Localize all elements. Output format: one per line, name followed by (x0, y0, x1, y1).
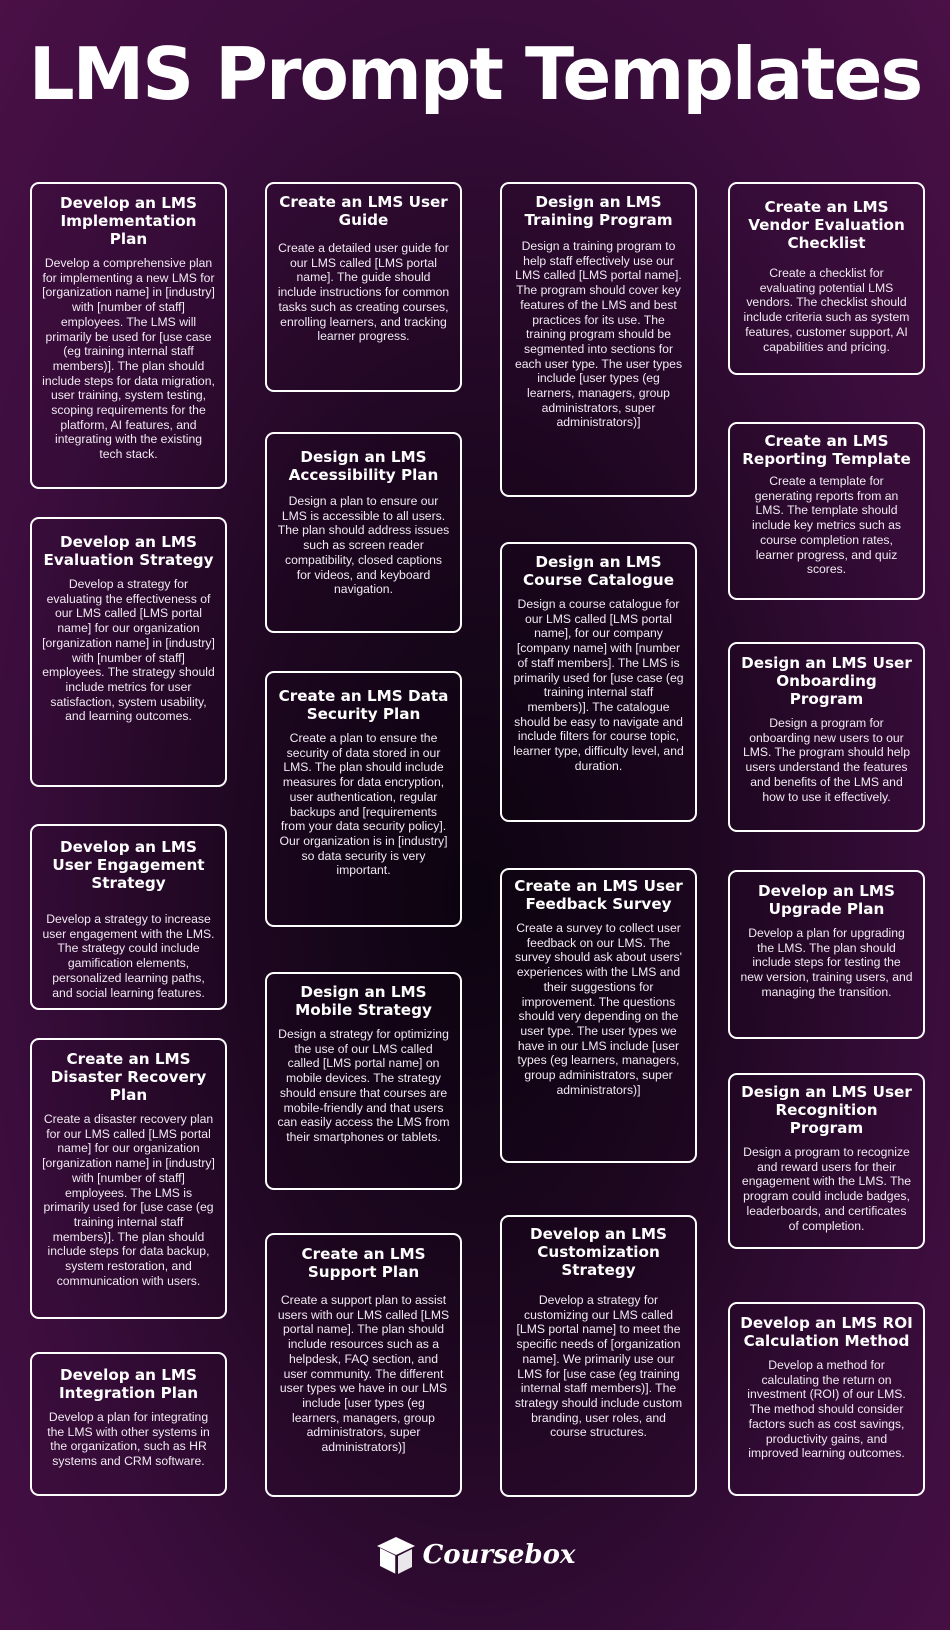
card-body: Create a plan to ensure the security of data stored in our LMS. The plan should include measures for data encryption, user authentication, regular backups and [requirements from your data security policy]. Our organization is in [industry] so data security is very important. (279, 731, 448, 878)
card-title: Design an LMS User Onboarding Program (741, 654, 912, 708)
card-title: Design an LMS Accessibility Plan (288, 448, 439, 484)
card-body: Design a strategy for optimizing the use of our LMS called called [LMS portal name] on mobile devices. The strategy should ensure that courses are mobile-friendly and that users can easily access the LMS from their smartphones or tablets. (277, 1027, 450, 1144)
card-title: Design an LMS User Recognition Program (741, 1083, 912, 1137)
card-title: Create an LMS Vendor Evaluation Checklist (748, 198, 905, 252)
template-card (30, 1038, 227, 1319)
footer-brand (0, 1534, 950, 1576)
card-body: Develop a strategy for evaluating the effectiveness of our LMS called [LMS portal name] for our organization [organization name] in [industry] with [number of staff] employees. The strategy should include metrics for user satisfaction, system usability, and learning outcomes. (42, 577, 215, 724)
template-card (500, 542, 697, 822)
card-title: Create an LMS Data Security Plan (278, 687, 449, 723)
template-card (265, 182, 462, 392)
template-card (30, 517, 227, 787)
card-title: Develop an LMS Customization Strategy (530, 1225, 667, 1279)
card-body: Develop a strategy for customizing our LMS called [LMS portal name] to meet the specific needs of [organization name]. We primarily use our LMS for [use case (eg training internal staff members)]. The strategy should include custom branding, user roles, and course structures. (514, 1293, 683, 1440)
card-title: Create an LMS Disaster Recovery Plan (50, 1050, 207, 1104)
card-body: Develop a plan for upgrading the LMS. The plan should include steps for testing the new version, training users, and managing the transition. (740, 926, 913, 999)
card-title: Develop an LMS Upgrade Plan (758, 882, 895, 918)
card-title: Design an LMS Course Catalogue (522, 553, 675, 589)
card-title: Design an LMS Training Program (524, 193, 673, 229)
page-title: LMS Prompt Templates (28, 32, 922, 116)
card-title: Create an LMS User Feedback Survey (514, 877, 683, 913)
card-title: Create an LMS User Guide (279, 193, 448, 229)
card-title: Develop an LMS Implementation Plan (60, 194, 197, 248)
template-card (265, 1233, 462, 1497)
template-card (265, 671, 462, 927)
template-card (728, 642, 925, 832)
template-card (728, 1073, 925, 1249)
brand-name: Coursebox (422, 1540, 576, 1570)
template-card (728, 422, 925, 600)
card-body: Create a survey to collect user feedback on our LMS. The survey should ask about users' experiences with the LMS and their suggestions for improvement. The questions should very depending on the user type. The user types we have in our LMS include [user types (eg learners, managers, group administrators, super administrators)] (515, 921, 682, 1097)
card-body: Create a detailed user guide for our LMS called [LMS portal name]. The guide should include instructions for common tasks such as creating courses, enrolling learners, and tracking learner progress. (277, 241, 450, 344)
template-card (728, 1302, 925, 1496)
card-body: Design a program to recognize and reward users for their engagement with the LMS. The program could include badges, leaderboards, and certificates of completion. (741, 1145, 912, 1233)
template-card (30, 824, 227, 1010)
card-body: Create a checklist for evaluating potential LMS vendors. The checklist should include criteria such as system features, customer support, AI capabilities and pricing. (743, 266, 910, 354)
card-body: Develop a comprehensive plan for implementing a new LMS for [organization name] in [industry] with [number of staff] employees. The LMS will primarily be used for [use case (eg training internal staff members)]. The plan should include steps for data migration, user training, system testing, scoping requirements for the platform, AI features, and integrating with the existing tech stack. (42, 256, 215, 462)
card-title: Create an LMS Support Plan (301, 1245, 426, 1281)
card-body: Create a support plan to assist users with our LMS called [LMS portal name]. The plan should include resources such as a helpdesk, FAQ section, and user community. The different user types we have in our LMS include [user types (eg learners, managers, group administrators, super administrators)] (277, 1293, 450, 1455)
card-title: Create an LMS Reporting Template (742, 432, 911, 468)
card-body: Develop a strategy to increase user engagement with the LMS. The strategy could include gamification elements, personalized learning paths, and social learning features. (42, 912, 215, 1000)
template-card (265, 432, 462, 633)
card-body: Develop a method for calculating the return on investment (ROI) of our LMS. The method should consider factors such as cost savings, productivity gains, and improved learning outcomes. (747, 1358, 906, 1461)
card-title: Develop an LMS ROI Calculation Method (740, 1314, 913, 1350)
template-card (265, 972, 462, 1190)
template-card (500, 1215, 697, 1497)
template-card (728, 182, 925, 375)
card-body: Design a course catalogue for our LMS called [LMS portal name], for our company [company name] with [number of staff members]. The LMS is primarily used for [use case (eg training internal staff members)]. The catalogue should be easy to navigate and include filters for course topic, learner type, difficulty level, and duration. (513, 597, 684, 773)
card-body: Develop a plan for integrating the LMS with other systems in the organization, such as HR systems and CRM software. (47, 1410, 210, 1469)
template-card (500, 182, 697, 497)
card-body: Design a plan to ensure our LMS is accessible to all users. The plan should address issues such as screen reader compatibility, closed captions for videos, and keyboard navigation. (277, 494, 450, 597)
graduation-cap-icon (375, 1534, 417, 1576)
template-card (728, 870, 925, 1039)
template-card (500, 868, 697, 1163)
card-title: Develop an LMS User Engagement Strategy (52, 838, 205, 892)
card-title: Design an LMS Mobile Strategy (295, 983, 432, 1019)
card-body: Design a program for onboarding new users to our LMS. The program should help users understand the features and benefits of the LMS and how to use it effectively. (742, 716, 911, 804)
template-card (30, 182, 227, 489)
card-body: Design a training program to help staff effectively use our LMS called [LMS portal name]. The program should cover key features of the LMS and best practices for its use. The training program should be segmented into sections for each user type. The user types include [user types (eg learners, managers, group administrators, super administrators)] (514, 239, 683, 430)
card-body: Create a template for generating reports from an LMS. The template should include key metrics such as course completion rates, learner progress, and quiz scores. (751, 474, 902, 577)
card-title: Develop an LMS Evaluation Strategy (43, 533, 214, 569)
template-card (30, 1352, 227, 1496)
card-title: Develop an LMS Integration Plan (58, 1366, 199, 1402)
card-body: Create a disaster recovery plan for our LMS called [LMS portal name] for our organization [organization name] in [industry] with [number of staff] employees. The LMS is primarily used for [use case (eg training internal staff members)]. The plan should include steps for data backup, system restoration, and communication with users. (42, 1112, 215, 1288)
